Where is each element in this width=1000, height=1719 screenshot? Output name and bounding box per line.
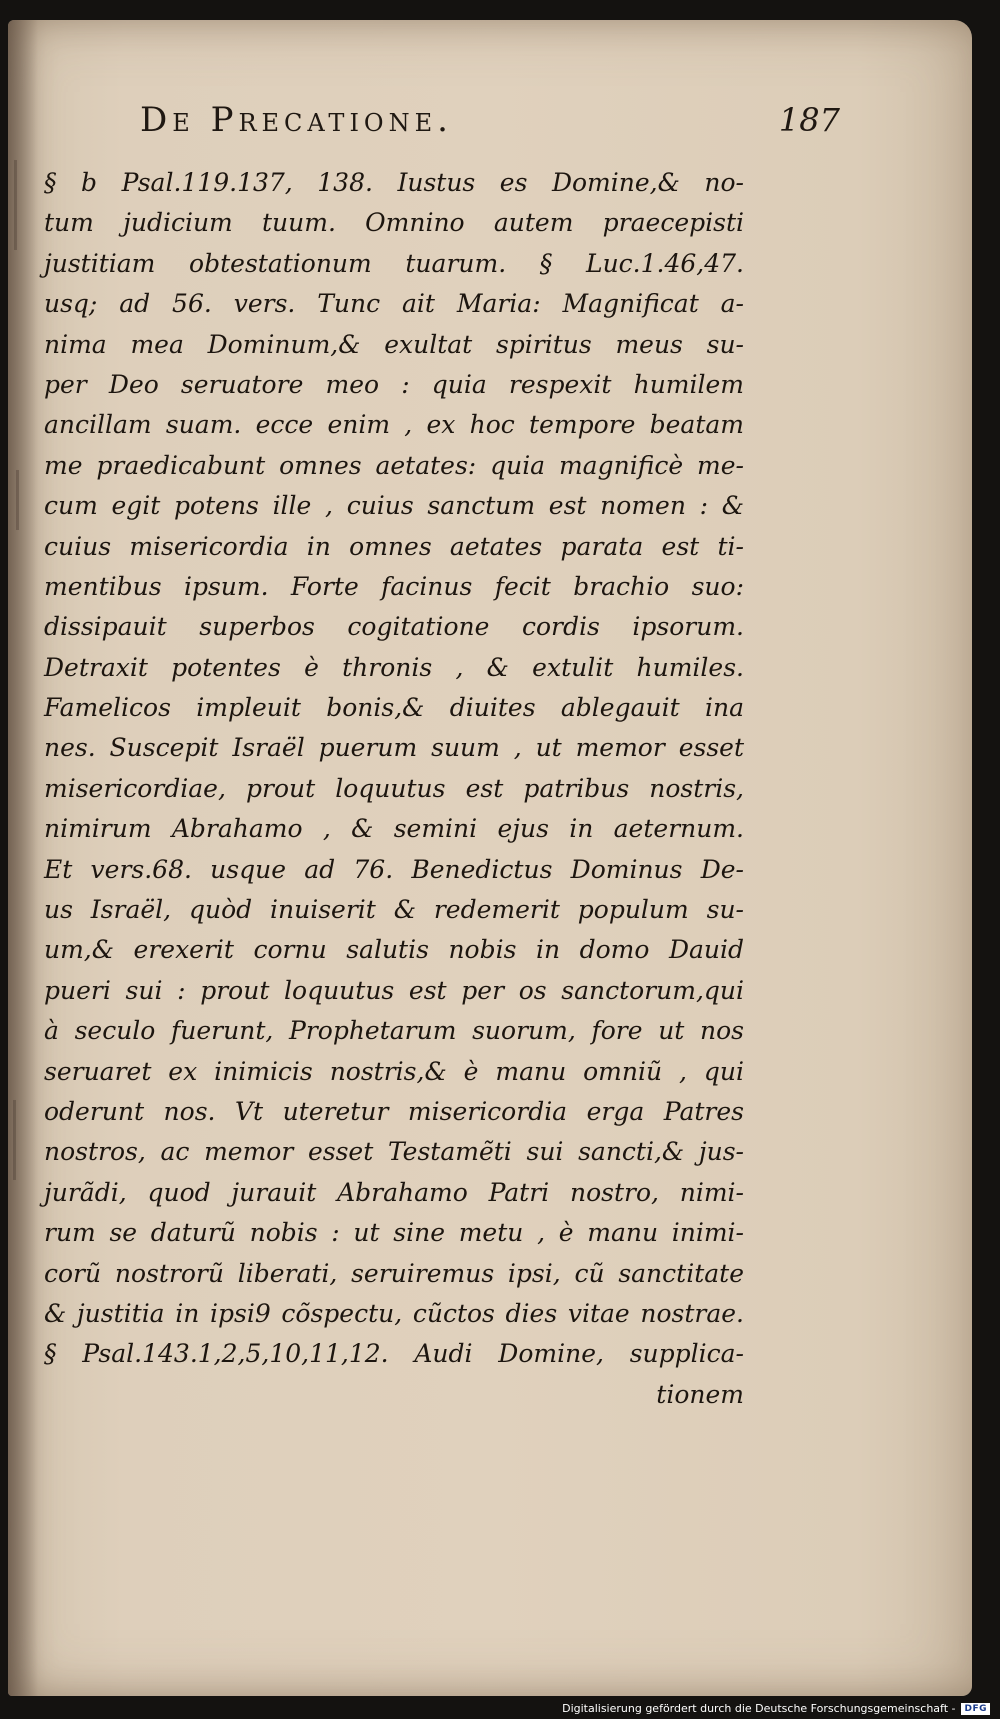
text-line: misericordiae, prout loquutus est patribus nostris,: [44, 773, 744, 803]
text-line: pueri sui : prout loquutus est per os sanctorum,qui: [44, 975, 744, 1005]
page-gutter-shadow: [8, 20, 38, 1696]
text-line: seruaret ex inimicis nostris,& è manu omniũ , qui: [44, 1056, 744, 1086]
text-line: & justitia in ipsi9 cõspectu, cũctos dies vitae nostrae.: [44, 1298, 744, 1328]
text-line: § Psal.143.1,2,5,10,11,12. Audi Domine, supplica-: [44, 1339, 744, 1369]
text-line: mentibus ipsum. Forte facinus fecit brachio suo:: [44, 571, 744, 601]
body-text: [44, 163, 744, 1415]
text-line: tum judicium tuum. Omnino autem praecepisti: [44, 208, 744, 238]
digitization-credit: [562, 1702, 990, 1715]
text-line: cum egit potens ille , cuius sanctum est nomen : &: [44, 491, 744, 521]
text-line: justitiam obtestationum tuarum. § Luc.1.46,47.: [44, 248, 744, 278]
credit-text: Digitalisierung gefördert durch die Deutsche Forschungsgemeinschaft -: [562, 1702, 956, 1715]
text-line: dissipauit superbos cogitatione cordis ipsorum.: [44, 612, 744, 642]
text-line: nostros, ac memor esset Testamẽti sui sancti,& jus-: [44, 1137, 744, 1167]
text-line: à seculo fuerunt, Prophetarum suorum, fore ut nos: [44, 1016, 744, 1046]
text-line: usq; ad 56. vers. Tunc ait Maria: Magnificat a-: [44, 289, 744, 319]
dfg-logo: DFG: [961, 1703, 990, 1715]
catchword: tionem: [656, 1379, 744, 1409]
text-line: per Deo seruatore meo : quia respexit humilem: [44, 369, 744, 399]
spine-mark: [14, 160, 17, 250]
spine-mark: [13, 1100, 16, 1180]
text-line: Famelicos impleuit bonis,& diuites ablegauit ina: [44, 693, 744, 723]
text-line: ancillam suam. ecce enim , ex hoc tempore beatam: [44, 410, 744, 440]
text-line: § b Psal.119.137, 138. Iustus es Domine,& no-: [44, 168, 744, 197]
text-line: us Israël, quòd inuiserit & redemerit populum su-: [44, 895, 744, 925]
spine-mark: [16, 470, 19, 530]
page-header: [140, 100, 840, 140]
text-line: oderunt nos. Vt uteretur misericordia erga Patres: [44, 1096, 744, 1126]
text-line: um,& erexerit cornu salutis nobis in domo Dauid: [44, 935, 744, 965]
text-line: corũ nostrorũ liberati, seruiremus ipsi, cũ sanctitate: [44, 1258, 744, 1288]
text-line: Detraxit potentes è thronis , & extulit humiles.: [44, 652, 744, 682]
running-title: De Precatione.: [140, 100, 453, 140]
text-line: cuius misericordia in omnes aetates parata est ti-: [44, 531, 744, 561]
text-line: jurãdi, quod jurauit Abrahamo Patri nostro, nimi-: [44, 1177, 744, 1207]
text-line: nes. Suscepit Israël puerum suum , ut memor esset: [44, 733, 744, 763]
text-line: rum se daturũ nobis : ut sine metu , è manu inimi-: [44, 1218, 744, 1248]
page-number: 187: [778, 101, 840, 139]
text-line: me praedicabunt omnes aetates: quia magnificè me-: [44, 450, 744, 480]
text-line: nimirum Abrahamo , & semini ejus in aeternum.: [44, 814, 744, 844]
text-line: Et vers.68. usque ad 76. Benedictus Dominus De-: [44, 854, 744, 884]
text-line: nima mea Dominum,& exultat spiritus meus su-: [44, 329, 744, 359]
